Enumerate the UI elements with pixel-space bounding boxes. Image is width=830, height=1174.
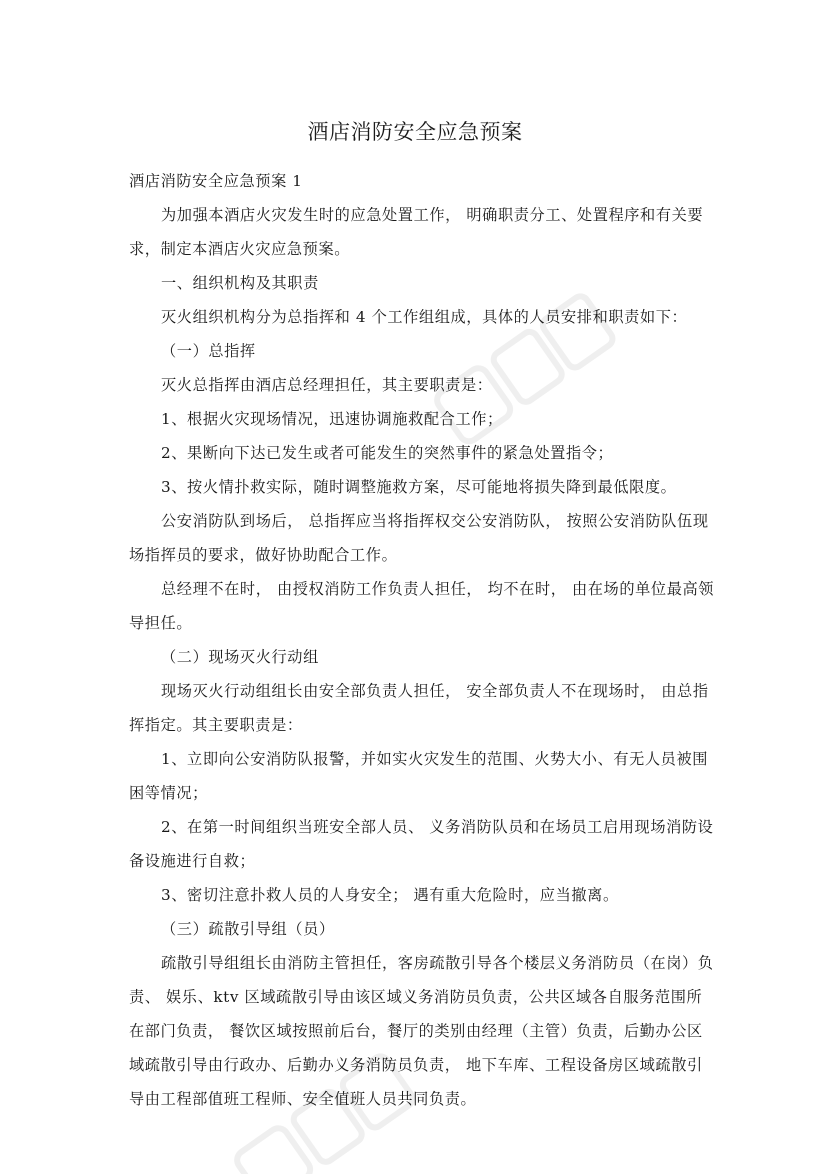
paragraph: 灭火组织机构分为总指挥和 4 个工作组组成，具体的人员安排和职责如下： xyxy=(161,308,688,326)
document-body xyxy=(129,164,715,1116)
section-subtitle: 酒店消防安全应急预案 1 xyxy=(129,172,303,190)
sub-heading: （三）疏散引导组（员） xyxy=(161,920,335,938)
paragraph: 现场灭火行动组组长由安全部负责人担任， 安全部负责人不在现场时， 由总指挥指定。其主要职责是： xyxy=(129,682,709,734)
document-title: 酒店消防安全应急预案 xyxy=(307,120,523,144)
list-item: 3、密切注意扑救人员的人身安全； 遇有重大危险时，应当撤离。 xyxy=(161,886,619,904)
paragraph: 灭火总指挥由酒店总经理担任，其主要职责是： xyxy=(161,376,493,394)
paragraph: 公安消防队到场后， 总指挥应当将指挥权交公安消防队， 按照公安消防队伍现场指挥员的要求，做好协助配合工作。 xyxy=(129,512,709,564)
section-heading: 一、组织机构及其职责 xyxy=(161,274,319,292)
paragraph: 疏散引导组组长由消防主管担任，客房疏散引导各个楼层义务消防员（在岗）负责、 娱乐、ktv 区域疏散引导由该区域义务消防员负责，公共区域各自服务范围所在部门负责， 餐饮区域按照前后台，餐厅的类别由经理（主管）负责，后勤办公区域疏散引导由行政办、后勤办义务消防员负责， 地下车库、工程设备房区域疏散引导由工程部值班工程师、安全值班人员共同负责。 xyxy=(129,954,714,1108)
list-item: 2、果断向下达已发生或者可能发生的突然事件的紧急处置指令； xyxy=(161,444,614,462)
paragraph: 为加强本酒店火灾发生时的应急处置工作， 明确职责分工、处置程序和有关要求，制定本酒店火灾应急预案。 xyxy=(129,206,704,258)
list-item: 3、按火情扑救实际，随时调整施救方案，尽可能地将损失降到最低限度。 xyxy=(161,478,677,496)
sub-heading: （二）现场灭火行动组 xyxy=(161,648,319,666)
paragraph: 总经理不在时， 由授权消防工作负责人担任， 均不在时， 由在场的单位最高领导担任。 xyxy=(129,580,715,632)
sub-heading: （一）总指挥 xyxy=(161,342,256,360)
list-item: 1、根据火灾现场情况，迅速协调施救配合工作； xyxy=(161,410,503,428)
list-item: 2、在第一时间组织当班安全部人员、 义务消防队员和在场员工启用现场消防设备设施进行自救； xyxy=(129,818,714,870)
list-item: 1、立即向公安消防队报警，并如实火灾发生的范围、火势大小、有无人员被围困等情况； xyxy=(129,750,709,802)
